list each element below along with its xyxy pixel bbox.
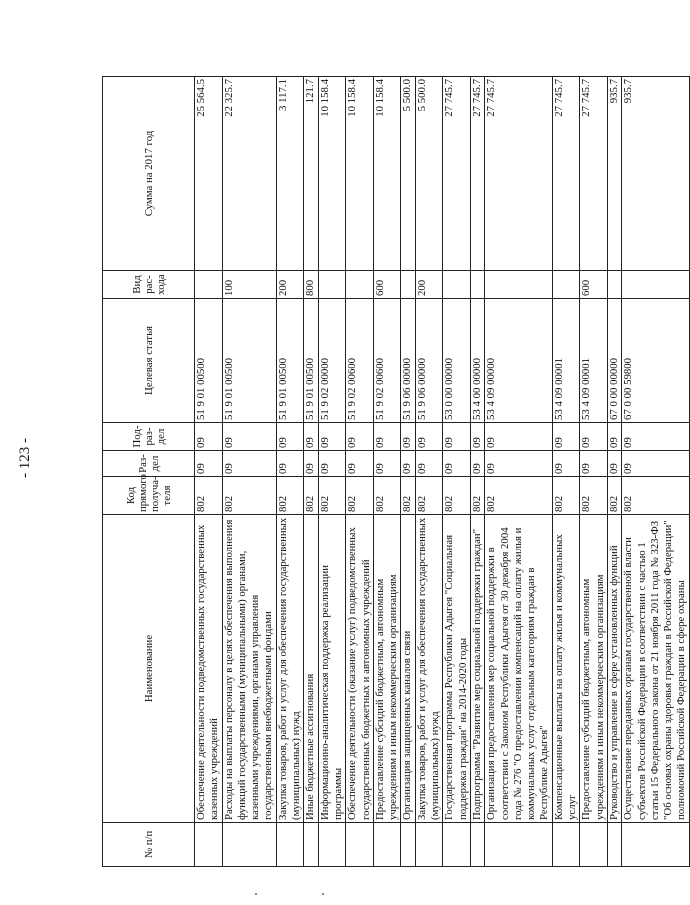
exp-type-cell: 600 — [580, 271, 608, 299]
subsection-cell: 09 — [552, 423, 580, 451]
target-cell: 51 9 06 00000 — [401, 299, 415, 423]
subsection-cell: 09 — [580, 423, 608, 451]
table-row — [222, 77, 276, 867]
target-cell: 53 0 00 00000 — [443, 299, 471, 423]
name-cell: Предоставление субсидий бюджетным, автономным учреждениям и иным некоммерческим организациям — [580, 515, 608, 823]
section-cell: 09 — [318, 451, 346, 477]
subsection-cell: 09 — [622, 423, 689, 451]
target-cell: 51 9 02 00600 — [373, 299, 401, 423]
table-row — [580, 77, 608, 867]
name-cell: Обеспечение деятельности подведомственных государственных казенных учреждений — [195, 515, 223, 823]
code-cell: 802 — [304, 477, 318, 515]
code-cell: 802 — [276, 477, 304, 515]
num-cell — [580, 823, 608, 867]
subsection-cell: 09 — [373, 423, 401, 451]
header-name: Наименование — [103, 515, 195, 823]
scan-speck — [322, 893, 324, 895]
code-cell: 802 — [443, 477, 471, 515]
code-cell: 802 — [373, 477, 401, 515]
section-cell: 09 — [346, 451, 374, 477]
section-cell: 09 — [195, 451, 223, 477]
section-cell: 09 — [443, 451, 471, 477]
num-cell — [470, 823, 484, 867]
code-cell: 802 — [222, 477, 276, 515]
section-cell: 09 — [552, 451, 580, 477]
table-row — [607, 77, 621, 867]
exp-type-cell — [346, 271, 374, 299]
header-code: Код прямого получа-теля — [103, 477, 195, 515]
subsection-cell: 09 — [222, 423, 276, 451]
num-cell — [415, 823, 443, 867]
name-cell: Осуществление переданных органам государственной власти субъектов Российской Федерации в соответствии с частью 1 статьи 15 Федерального закона от 21 ноября 2011 года № 323-ФЗ "Об основах охраны здоровья граждан в Российской Федерации" полномочий Российской Федерации в сфере охраны — [622, 515, 689, 823]
subsection-cell: 09 — [607, 423, 621, 451]
exp-type-cell — [607, 271, 621, 299]
subsection-cell: 09 — [443, 423, 471, 451]
table-row — [401, 77, 415, 867]
amount-cell: 10 158.4 — [318, 77, 346, 271]
target-cell: 51 9 01 00500 — [276, 299, 304, 423]
exp-type-cell: 200 — [276, 271, 304, 299]
name-cell: Компенсационные выплаты на оплату жилья и коммунальных услуг — [552, 515, 580, 823]
target-cell: 51 9 02 00600 — [346, 299, 374, 423]
target-cell: 53 4 09 00001 — [552, 299, 580, 423]
table-row — [552, 77, 580, 867]
target-cell: 67 0 00 59800 — [622, 299, 689, 423]
num-cell — [552, 823, 580, 867]
amount-cell: 25 564.5 — [195, 77, 223, 271]
amount-cell: 22 325.7 — [222, 77, 276, 271]
table-row — [443, 77, 471, 867]
target-cell: 67 0 00 00000 — [607, 299, 621, 423]
subsection-cell: 09 — [195, 423, 223, 451]
header-exp-type: Вид рас-хода — [103, 271, 195, 299]
name-cell: Предоставление субсидий бюджетным, автономным учреждениям и иным некоммерческим организациям — [373, 515, 401, 823]
subsection-cell: 09 — [276, 423, 304, 451]
subsection-cell: 09 — [318, 423, 346, 451]
code-cell: 802 — [580, 477, 608, 515]
amount-cell: 27 745.7 — [470, 77, 484, 271]
name-cell: Организация предоставления мер социальной поддержки в соответствии с Законом Республики Адыгея от 30 декабря 2004 года № 276 "О предоставлении компенсаций на оплату жилья и коммунальных услуг отдельным категориям граждан в Республике Адыгея" — [485, 515, 552, 823]
header-target: Целевая статья — [103, 299, 195, 423]
exp-type-cell — [552, 271, 580, 299]
budget-table-sheet — [102, 77, 688, 867]
section-cell: 09 — [607, 451, 621, 477]
code-cell: 802 — [346, 477, 374, 515]
table-row — [318, 77, 346, 867]
amount-cell: 935.7 — [607, 77, 621, 271]
table-row — [195, 77, 223, 867]
target-cell: 51 9 02 00000 — [318, 299, 346, 423]
exp-type-cell: 200 — [415, 271, 443, 299]
subsection-cell: 09 — [304, 423, 318, 451]
page-number: - 123 - — [17, 438, 33, 478]
section-cell: 09 — [580, 451, 608, 477]
table-row — [470, 77, 484, 867]
num-cell — [373, 823, 401, 867]
table-row — [373, 77, 401, 867]
amount-cell: 10 158.4 — [373, 77, 401, 271]
name-cell: Подпрограмма "Развитие мер социальной поддержки граждан" — [470, 515, 484, 823]
exp-type-cell — [195, 271, 223, 299]
name-cell: Закупка товаров, работ и услуг для обеспечения государственных (муниципальных) нужд — [415, 515, 443, 823]
table-row — [415, 77, 443, 867]
num-cell — [401, 823, 415, 867]
table-row — [276, 77, 304, 867]
code-cell: 802 — [622, 477, 689, 515]
code-cell: 802 — [607, 477, 621, 515]
num-cell — [222, 823, 276, 867]
target-cell: 53 4 00 00000 — [470, 299, 484, 423]
code-cell: 802 — [415, 477, 443, 515]
target-cell: 51 9 01 00500 — [304, 299, 318, 423]
amount-cell: 27 745.7 — [485, 77, 552, 271]
table-row — [485, 77, 552, 867]
section-cell: 09 — [276, 451, 304, 477]
header-subsection: Под-раз-дел — [103, 423, 195, 451]
amount-cell: 27 745.7 — [443, 77, 471, 271]
subsection-cell: 09 — [470, 423, 484, 451]
exp-type-cell — [318, 271, 346, 299]
name-cell: Организация защищенных каналов связи — [401, 515, 415, 823]
header-section: Раз-дел — [103, 451, 195, 477]
num-cell — [318, 823, 346, 867]
table-row — [622, 77, 689, 867]
exp-type-cell: 800 — [304, 271, 318, 299]
section-cell: 09 — [304, 451, 318, 477]
num-cell — [443, 823, 471, 867]
amount-cell: 3 117.1 — [276, 77, 304, 271]
exp-type-cell: 600 — [373, 271, 401, 299]
name-cell: Обеспечение деятельности (оказание услуг) подведомственных государственных бюджетных и автономных учреждений — [346, 515, 374, 823]
subsection-cell: 09 — [346, 423, 374, 451]
amount-cell: 5 500.0 — [401, 77, 415, 271]
budget-table — [102, 76, 690, 867]
header-num: № п/п — [103, 823, 195, 867]
code-cell: 802 — [485, 477, 552, 515]
scan-speck — [255, 893, 257, 895]
header-amount: Сумма на 2017 год — [103, 77, 195, 271]
code-cell: 802 — [470, 477, 484, 515]
amount-cell: 5 500.0 — [415, 77, 443, 271]
section-cell: 09 — [222, 451, 276, 477]
num-cell — [304, 823, 318, 867]
num-cell — [195, 823, 223, 867]
table-row — [346, 77, 374, 867]
subsection-cell: 09 — [485, 423, 552, 451]
exp-type-cell — [622, 271, 689, 299]
amount-cell: 10 158.4 — [346, 77, 374, 271]
amount-cell: 121.7 — [304, 77, 318, 271]
num-cell — [485, 823, 552, 867]
subsection-cell: 09 — [401, 423, 415, 451]
code-cell: 802 — [318, 477, 346, 515]
section-cell: 09 — [415, 451, 443, 477]
exp-type-cell: 100 — [222, 271, 276, 299]
name-cell: Иные бюджетные ассигнования — [304, 515, 318, 823]
code-cell: 802 — [552, 477, 580, 515]
num-cell — [276, 823, 304, 867]
table-row — [304, 77, 318, 867]
target-cell: 51 9 01 00500 — [222, 299, 276, 423]
num-cell — [346, 823, 374, 867]
target-cell: 53 4 09 00001 — [580, 299, 608, 423]
section-cell: 09 — [485, 451, 552, 477]
exp-type-cell — [470, 271, 484, 299]
table-header-row — [103, 77, 195, 867]
section-cell: 09 — [401, 451, 415, 477]
target-cell: 51 9 01 00500 — [195, 299, 223, 423]
code-cell: 802 — [195, 477, 223, 515]
name-cell: Расходы на выплаты персоналу в целях обеспечения выполнения функций государственными (муниципальными) органами, казенными учреждениями, органами управления государственными внебюджетными фондами — [222, 515, 276, 823]
exp-type-cell — [401, 271, 415, 299]
exp-type-cell — [485, 271, 552, 299]
num-cell — [622, 823, 689, 867]
name-cell: Информационно-аналитическая поддержка реализации программы — [318, 515, 346, 823]
target-cell: 53 4 09 00000 — [485, 299, 552, 423]
amount-cell: 27 745.7 — [580, 77, 608, 271]
subsection-cell: 09 — [415, 423, 443, 451]
amount-cell: 935.7 — [622, 77, 689, 271]
section-cell: 09 — [470, 451, 484, 477]
section-cell: 09 — [622, 451, 689, 477]
section-cell: 09 — [373, 451, 401, 477]
amount-cell: 27 745.7 — [552, 77, 580, 271]
name-cell: Закупка товаров, работ и услуг для обеспечения государственных (муниципальных) нужд — [276, 515, 304, 823]
num-cell — [607, 823, 621, 867]
code-cell: 802 — [401, 477, 415, 515]
table-body — [195, 77, 690, 867]
exp-type-cell — [443, 271, 471, 299]
name-cell: Государственная программа Республики Адыгея "Социальная поддержка граждан" на 2014-2020 годы — [443, 515, 471, 823]
target-cell: 51 9 06 00000 — [415, 299, 443, 423]
name-cell: Руководство и управление в сфере установленных функций — [607, 515, 621, 823]
